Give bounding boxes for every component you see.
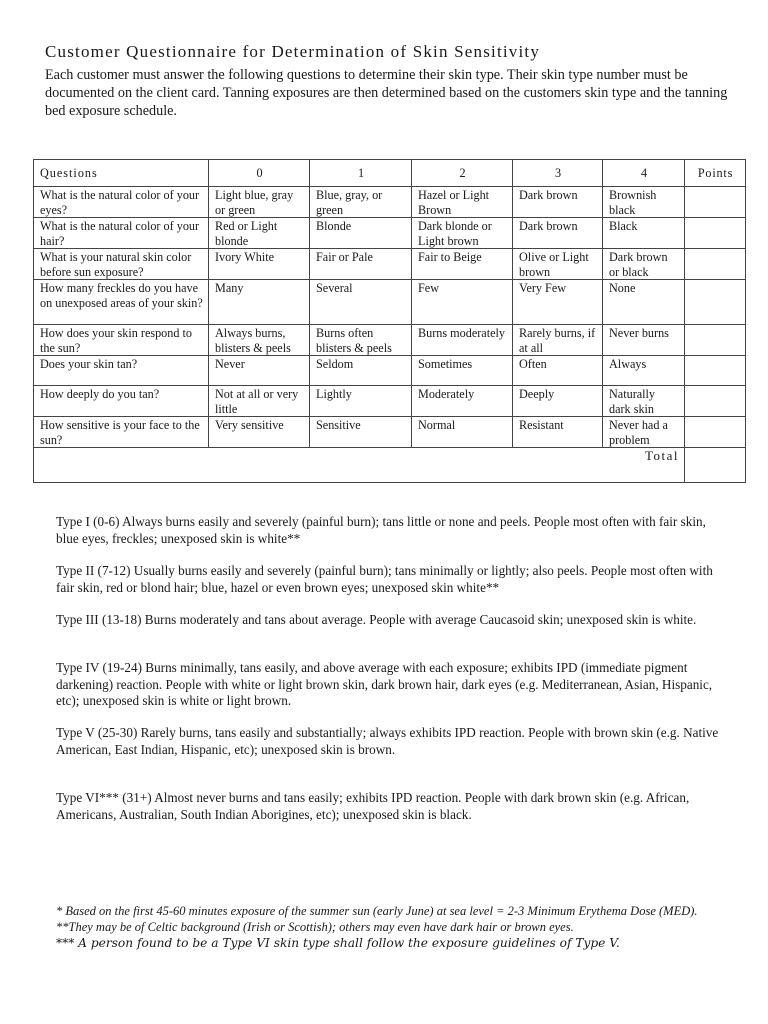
question-cell: Does your skin tan? — [34, 356, 209, 386]
question-cell: How many freckles do you have on unexposed areas of your skin? — [34, 280, 209, 325]
answer-cell-score-1: Burns often blisters & peels — [310, 325, 412, 356]
questionnaire-table — [33, 159, 746, 483]
header-score-3: 3 — [513, 160, 603, 187]
answer-cell-score-1: Seldom — [310, 356, 412, 386]
answer-cell-score-4: None — [603, 280, 685, 325]
table-row — [34, 417, 746, 448]
answer-cell-score-0: Not at all or very little — [209, 386, 310, 417]
answer-cell-score-2: Few — [412, 280, 513, 325]
answer-cell-score-4: Black — [603, 218, 685, 249]
footnote-2: **They may be of Celtic background (Irish or Scottish); others may even have dark hair or brown eyes. — [56, 920, 574, 934]
answer-cell-score-0: Never — [209, 356, 310, 386]
header-score-4: 4 — [603, 160, 685, 187]
answer-cell-score-3: Resistant — [513, 417, 603, 448]
points-cell[interactable] — [685, 218, 746, 249]
question-cell: What is the natural color of your eyes? — [34, 187, 209, 218]
answer-cell-score-2: Dark blonde or Light brown — [412, 218, 513, 249]
points-cell[interactable] — [685, 325, 746, 356]
header-score-2: 2 — [412, 160, 513, 187]
answer-cell-score-2: Fair to Beige — [412, 249, 513, 280]
points-cell[interactable] — [685, 356, 746, 386]
points-cell[interactable] — [685, 386, 746, 417]
answer-cell-score-3: Dark brown — [513, 218, 603, 249]
type-1-description: Type I (0-6) Always burns easily and severely (painful burn); tans little or none and peels. People most often with fair skin, blue eyes, freckles; unexposed skin is white** — [56, 514, 706, 546]
question-cell: What is your natural skin color before sun exposure? — [34, 249, 209, 280]
type-2-description: Type II (7-12) Usually burns easily and severely (painful burn); tans minimally or lightly; also peels. People most often with fair skin, red or blond hair; blue, hazel or even brown eyes; unexposed skin white** — [56, 563, 713, 595]
points-cell[interactable] — [685, 417, 746, 448]
type-3-description: Type III (13-18) Burns moderately and tans about average. People with average Caucasoid skin; unexposed skin is white. — [56, 612, 697, 627]
header-score-0: 0 — [209, 160, 310, 187]
answer-cell-score-4: Brownish black — [603, 187, 685, 218]
header-points: Points — [685, 160, 746, 187]
answer-cell-score-3: Dark brown — [513, 187, 603, 218]
header-score-1: 1 — [310, 160, 412, 187]
type-4-description: Type IV (19-24) Burns minimally, tans easily, and above average with each exposure; exhibits IPD (immediate pigment darkening) reaction. People with white or light brown skin, dark brown hair, dark eyes (e.g. Mediterranean, Asian, Hispanic, etc); unexposed skin is white or light brown. — [56, 660, 713, 708]
answer-cell-score-3: Rarely burns, if at all — [513, 325, 603, 356]
answer-cell-score-4: Dark brown or black — [603, 249, 685, 280]
total-points-cell[interactable] — [685, 448, 746, 483]
total-label: Total — [34, 448, 685, 483]
question-cell: What is the natural color of your hair? — [34, 218, 209, 249]
document-title: Customer Questionnaire for Determination of Skin Sensitivity — [45, 42, 541, 61]
total-row — [34, 448, 746, 483]
answer-cell-score-2: Normal — [412, 417, 513, 448]
points-cell[interactable] — [685, 187, 746, 218]
answer-cell-score-3: Olive or Light brown — [513, 249, 603, 280]
answer-cell-score-1: Blonde — [310, 218, 412, 249]
intro-paragraph: Each customer must answer the following questions to determine their skin type. Their skin type number must be documented on the client card. Tanning exposures are then determined based on the customers skin type and the tanning bed exposure schedule. — [45, 67, 728, 119]
answer-cell-score-1: Lightly — [310, 386, 412, 417]
answer-cell-score-0: Light blue, gray or green — [209, 187, 310, 218]
table-row — [34, 280, 746, 325]
table-row — [34, 356, 746, 386]
answer-cell-score-0: Always burns, blisters & peels — [209, 325, 310, 356]
type-5-description: Type V (25-30) Rarely burns, tans easily and substantially; always exhibits IPD reaction. People with brown skin (e.g. Native American, East Indian, Hispanic, etc); unexposed skin is brown. — [56, 725, 719, 757]
answer-cell-score-3: Very Few — [513, 280, 603, 325]
answer-cell-score-2: Sometimes — [412, 356, 513, 386]
answer-cell-score-1: Several — [310, 280, 412, 325]
answer-cell-score-4: Always — [603, 356, 685, 386]
answer-cell-score-0: Many — [209, 280, 310, 325]
answer-cell-score-0: Very sensitive — [209, 417, 310, 448]
type-6-description: Type VI*** (31+) Almost never burns and tans easily; exhibits IPD reaction. People with dark brown skin (e.g. African, Americans, Australian, South Indian Aborigines, etc); unexposed skin is black. — [56, 790, 690, 822]
points-cell[interactable] — [685, 280, 746, 325]
answer-cell-score-1: Fair or Pale — [310, 249, 412, 280]
table-row — [34, 386, 746, 417]
footnote-1: * Based on the first 45-60 minutes exposure of the summer sun (early June) at sea level = 2-3 Minimum Erythema Dose (MED). — [56, 904, 698, 918]
answer-cell-score-0: Ivory White — [209, 249, 310, 280]
answer-cell-score-4: Never burns — [603, 325, 685, 356]
question-cell: How sensitive is your face to the sun? — [34, 417, 209, 448]
question-cell: How deeply do you tan? — [34, 386, 209, 417]
table-row — [34, 249, 746, 280]
answer-cell-score-2: Hazel or Light Brown — [412, 187, 513, 218]
table-row — [34, 187, 746, 218]
table-row — [34, 325, 746, 356]
header-questions: Questions — [34, 160, 209, 187]
answer-cell-score-1: Sensitive — [310, 417, 412, 448]
answer-cell-score-2: Moderately — [412, 386, 513, 417]
answer-cell-score-0: Red or Light blonde — [209, 218, 310, 249]
table-row — [34, 218, 746, 249]
answer-cell-score-4: Naturally dark skin — [603, 386, 685, 417]
points-cell[interactable] — [685, 249, 746, 280]
question-cell: How does your skin respond to the sun? — [34, 325, 209, 356]
table-header-row — [34, 160, 746, 187]
answer-cell-score-3: Often — [513, 356, 603, 386]
answer-cell-score-1: Blue, gray, or green — [310, 187, 412, 218]
footnotes — [56, 903, 736, 951]
footnote-3: *** A person found to be a Type VI skin type shall follow the exposure guidelines of Type V. — [56, 936, 620, 950]
answer-cell-score-4: Never had a problem — [603, 417, 685, 448]
answer-cell-score-2: Burns moderately — [412, 325, 513, 356]
answer-cell-score-3: Deeply — [513, 386, 603, 417]
